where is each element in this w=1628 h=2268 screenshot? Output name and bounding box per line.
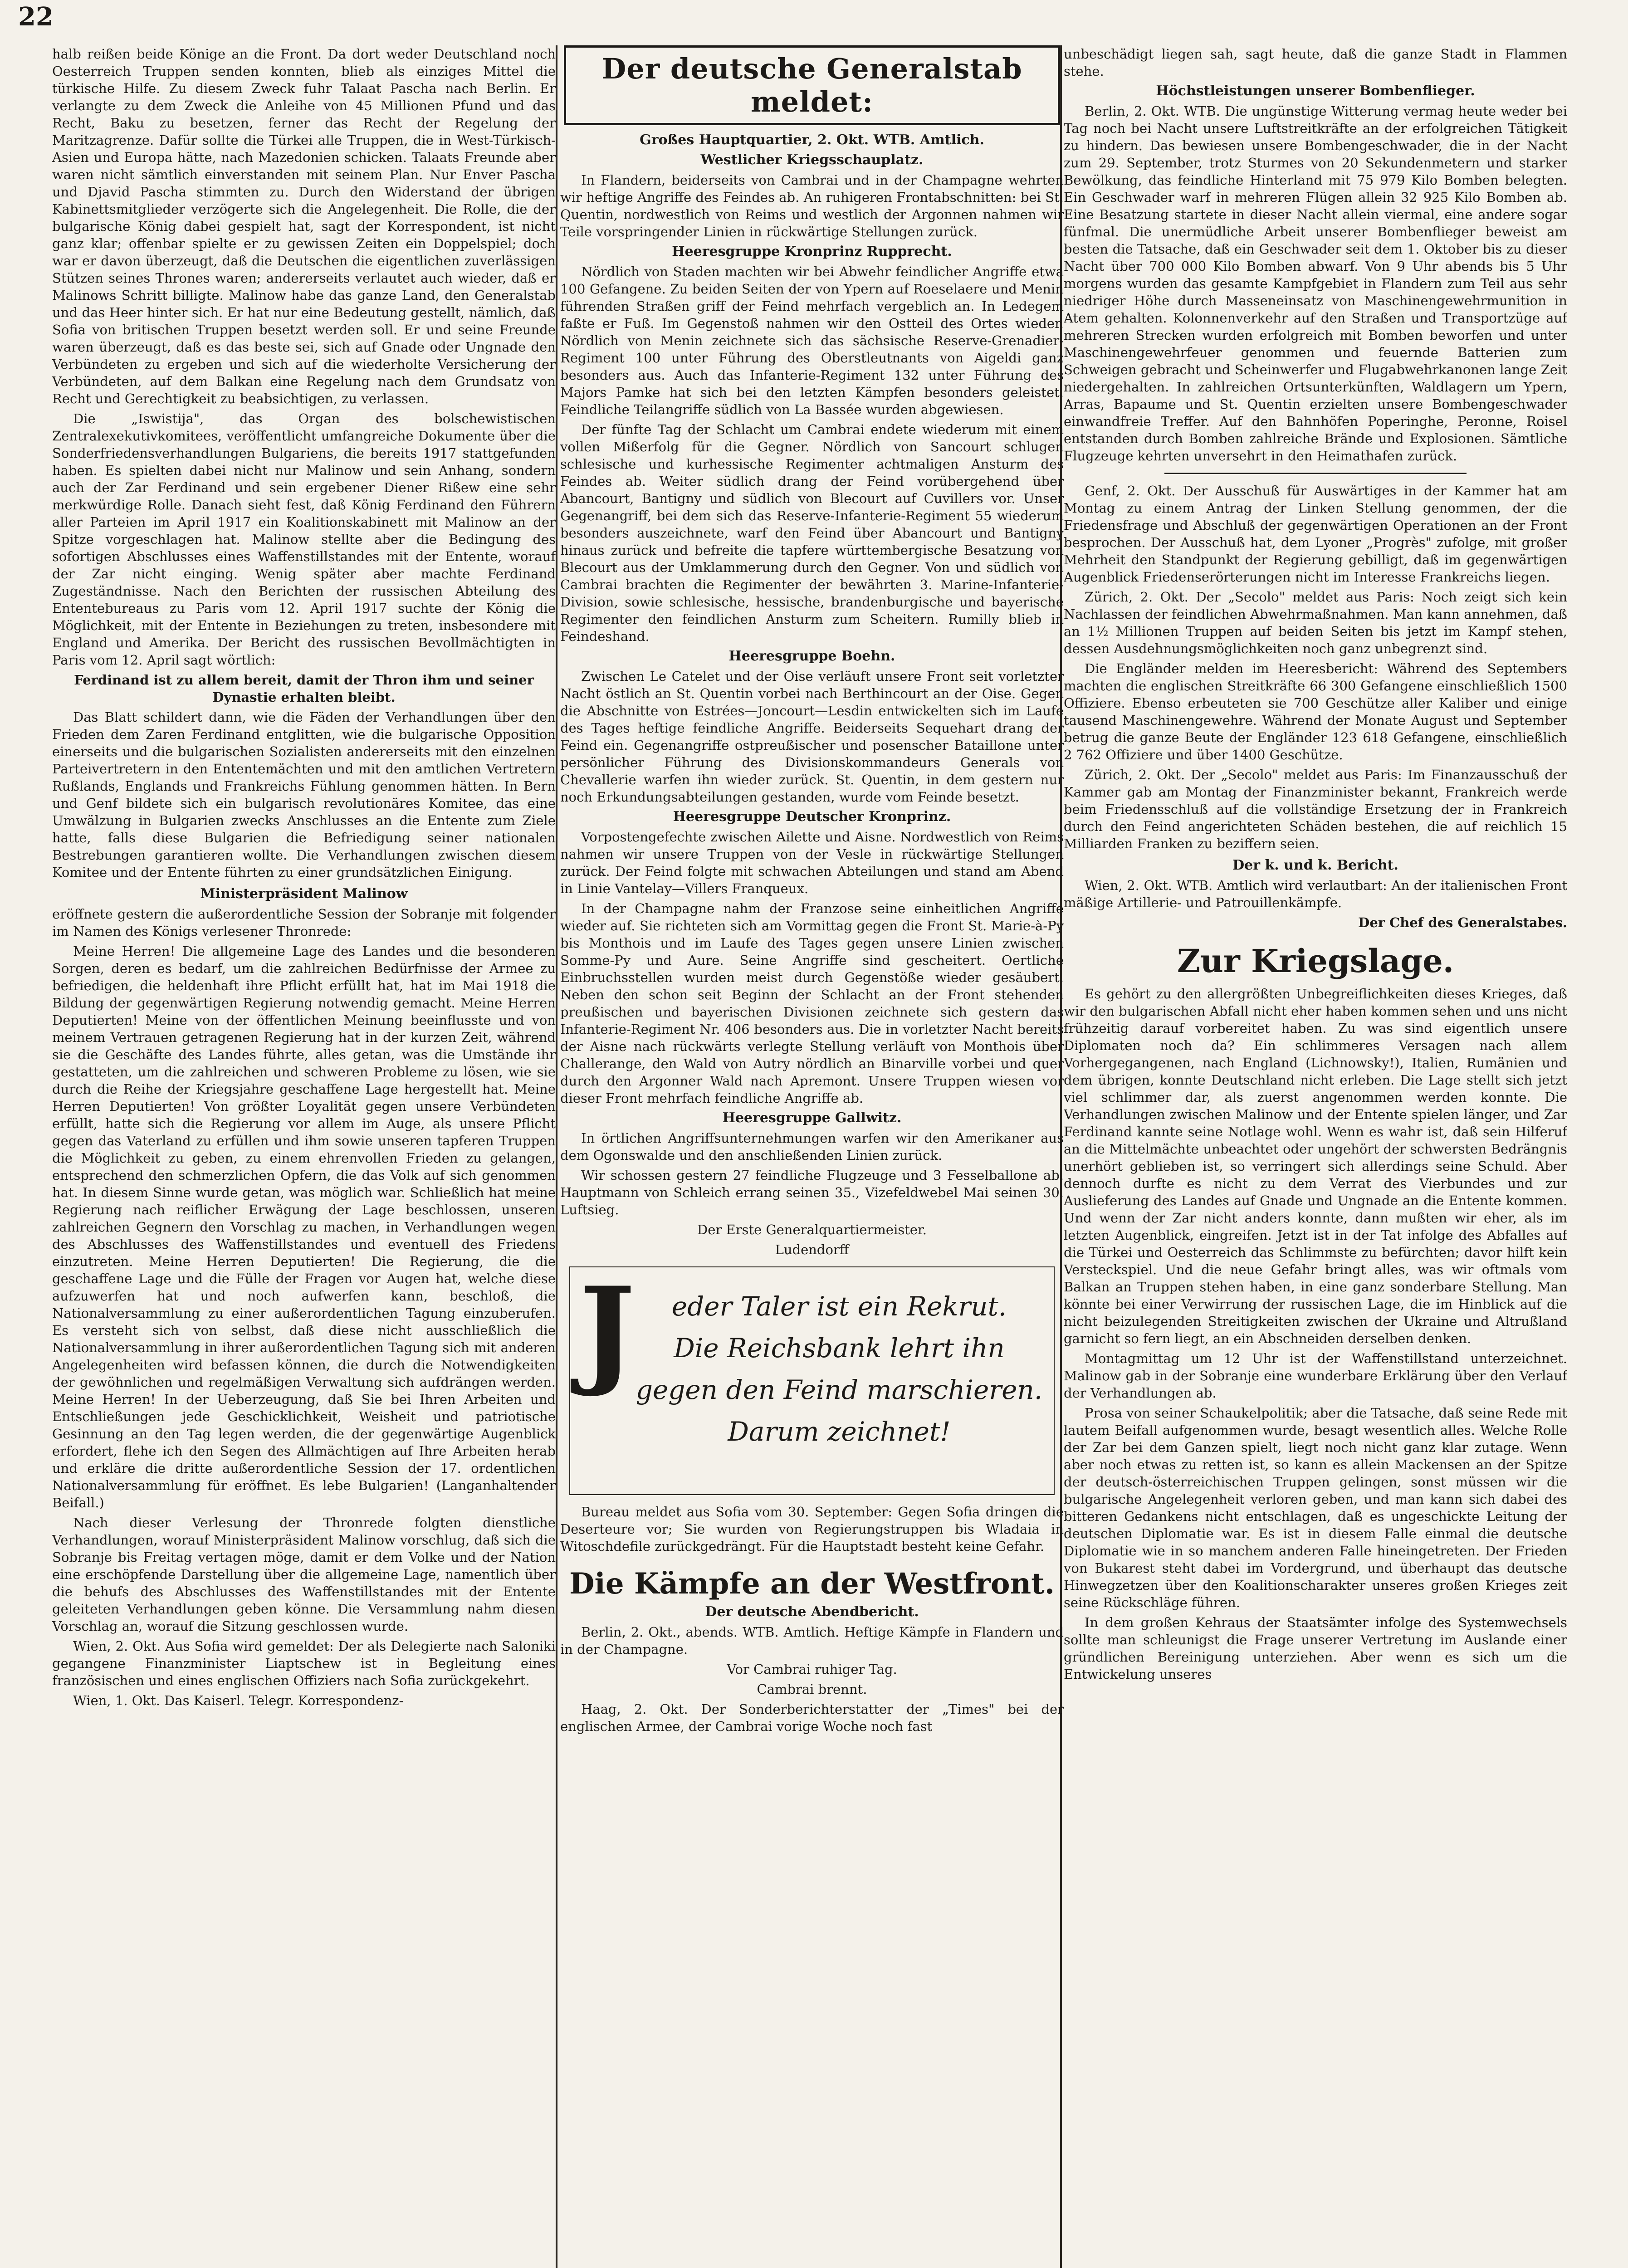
article-paragraph: Berlin, 2. Okt. WTB. Die ungünstige Witterung vermag heute weder bei Tag noch bei Nacht unsere Luftstreitkräfte an der erfolgreichen Tätigkeit zu hindern. Das bewiesen unsere Bombengeschwader, die in der Nacht zum 29. September, trotz Sturmes von 20 Sekundenmetern und starker Bewölkung, das feindliche Hinterland mit 75 979 Kilo Bomben belegten. Ein Geschwader warf in mehreren Flügen allein 32 925 Kilo Bomben ab. Eine Besatzung startete in dieser Nacht allein viermal, eine andere sogar fünfmal. Die unermüdliche Arbeit unserer Bombenflieger beweist am besten die Tatsache, daß ein Geschwader seit dem 1. Oktober bis zu dieser Nacht über 700 000 Kilo Bomben abwarf. Von 9 Uhr abends bis 5 Uhr morgens wurden das gesamte Kampfgebiet in Flandern zum Teil aus sehr niedriger Höhe durch Masseneinsatz von Maschinengewehrmunition in Atem gehalten. Kolonnenverkehr auf den Straßen und Transportzüge auf mehreren Strecken wurden erfolgreich mit Bomben beworfen und unter Maschinengewehrfeuer genommen und feuernde Batterien zum Schweigen gebracht und Scheinwerfer und Flugabwehrkanonen lange Zeit niedergehalten. In zahlreichen Ortsunterkünften, Waldlagern um Ypern, Arras, Bapaume und St. Quentin erzielten unsere Bombengeschwader einwandfreie Treffer. Auf den Bahnhöfen Poperinghe, Peronne, Roisel entstanden durch Bomben zahlreiche Brände und Explosionen. Sämtliche Flugzeuge kehrten unversehrt in den Heimathafen zurück. <box>1064 103 1567 464</box>
article-paragraph: Vorpostengefechte zwischen Ailette und Aisne. Nordwestlich von Reims nahmen wir unsere Truppen von der Vesle in rückwärtige Stellungen zurück. Der Feind folgte mit schwachen Abteilungen und stand am Abend in Linie Vantelay—Villers Franqueux. <box>560 829 1064 896</box>
quote: Ferdinand ist zu allem bereit, damit der Thron ihm und seiner Dynastie erhalten bleibt. <box>74 672 534 705</box>
evening-report-heading: Der deutsche Abendbericht. <box>705 1604 919 1620</box>
article-paragraph: Berlin, 2. Okt., abends. WTB. Amtlich. Heftige Kämpfe in Flandern und in der Champagne. <box>560 1624 1064 1657</box>
army-group-heading: Heeresgruppe Boehn. <box>728 648 895 664</box>
article-paragraph: unbeschädigt liegen sah, sagt heute, daß die ganze Stadt in Flammen stehe. <box>1064 46 1567 79</box>
article-paragraph: Wien, 2. Okt. WTB. Amtlich wird verlautbart: An der italienischen Front mäßige Artillerie- und Patrouillenkämpfe. <box>1064 878 1567 910</box>
article-paragraph: In dem großen Kehraus der Staatsämter infolge des Systemwechsels sollte man schleunigst die Frage unserer Vertretung im Auslande einer gründlichen Bereinigung unterziehen. Aber wenn es sich um die Entwickelung unseres <box>1064 1615 1567 1682</box>
subhead-bombers: Höchstleistungen unserer Bombenflieger. <box>1156 83 1475 99</box>
article-paragraph: Der fünfte Tag der Schlacht um Cambrai endete wiederum mit einem vollen Mißerfolg für die Gegner. Nördlich von Sancourt schlugen schlesische und kurhessische Regimenter achtmaligen Ansturm des Feindes ab. Weiter südlich drang der Feind vorübergehend über Abancourt, Bantigny und südlich von Blecourt auf Cuvillers vor. Unser Gegenangriff, bei dem sich das Reserve-Infanterie-Regiment 55 wiederum besonders auszeichnete, warf den Feind über Abancourt und Bantigny hinaus zurück und befreite die tapfere württembergische Besatzung von Blecourt aus der Umklammerung durch den Gegner. Von und südlich von Cambrai brachten die Regimenter der bewährten 3. Marine-Infanterie-Division, sowie schlesische, hessische, brandenburgische und bayerische Regimenter den feindlichen Ansturm zum Scheitern. Rumilly blieb in Feindeshand. <box>560 422 1064 644</box>
separator <box>1164 473 1467 474</box>
article-paragraph: Zwischen Le Catelet und der Oise verläuft unsere Front seit vorletzter Nacht östlich an St. Quentin vorbei nach Berthincourt an der Oise. Gegen die Abschnitte von Estrées—Joncourt—Lesdin entwickelten sich im Laufe des Tages heftige feindliche Angriffe. Beiderseits Sequehart drang der Feind ein. Gegenangriffe ostpreußischer und posenscher Bataillone unter persönlicher Führung des Divisionskommandeurs Generals von Chevallerie warfen ihn wieder zurück. St. Quentin, in dem gestern nur noch Erkundungsabteilungen gestanden, wurde vom Feinde besetzt. <box>560 669 1064 805</box>
article-paragraph: Montagmittag um 12 Uhr ist der Waffenstillstand unterzeichnet. Malinow gab in der Sobranje eine wunderbare Erklärung über den Verlauf der Verhandlungen ab. <box>1064 1351 1567 1401</box>
article-paragraph: Wien, 1. Okt. Das Kaiserl. Telegr. Korrespondenz- <box>73 1693 404 1708</box>
ad-line: eder Taler ist ein Rekrut. <box>671 1291 1007 1322</box>
signature-title: Der Erste Generalquartiermeister. <box>697 1222 927 1237</box>
heading-westfront: Die Kämpfe an der Westfront. <box>569 1567 1055 1601</box>
article-paragraph: Zürich, 2. Okt. Der „Secolo" meldet aus Paris: Noch zeigt sich kein Nachlassen der feindlichen Abwehrmaßnahmen. Man kann annehmen, daß an 1½ Millionen Truppen auf beiden Seiten bis jetzt im Kampf stehen, dessen Ausdehnungsmöglichkeiten noch ganz unbegrenzt sind. <box>1064 589 1567 656</box>
dateline: Großes Hauptquartier, 2. Okt. WTB. Amtlich. <box>640 132 984 148</box>
article-paragraph: Nördlich von Staden machten wir bei Abwehr feindlicher Angriffe etwa 100 Gefangene. Zu beiden Seiten der von Ypern auf Roeselaere und Menin führenden Straßen griff der Feind mehrfach vergeblich an. In Ledegem faßte er Fuß. Im Gegenstoß nahmen wir den Ostteil des Ortes wieder. Nördlich von Menin zeichnete sich das sächsische Reserve-Grenadier-Regiment 100 unter Führung des Oberstleutnants von Aigeldi ganz besonders aus. Auch das Infanterie-Regiment 132 unter Führung des Majors Pamke hat sich bei den letzten Kämpfen besonders geleistet. Feindliche Teilangriffe südlich von La Bassée wurden abgewiesen. <box>560 264 1064 417</box>
army-group-heading: Heeresgruppe Deutscher Kronprinz. <box>673 809 951 825</box>
article-paragraph: Haag, 2. Okt. Der Sonderberichterstatter der „Times" bei der englischen Armee, der Cambrai vorige Woche noch fast <box>560 1701 1064 1734</box>
column-rule-left <box>556 45 557 2268</box>
article-paragraph: Die „Iswistija", das Organ des bolschewistischen Zentralexekutivkomitees, veröffentlicht umfangreiche Dokumente über die Sonderfriedensverhandlungen Bulgariens, die bereits 1917 stattgefunden haben. Es spielten dabei nicht nur Malinow und sein Anhang, sondern auch der Zar Ferdinand und sein ergebener Diener Rißew eine sehr merkwürdige Rolle. Danach sieht fest, daß König Ferdinand den Führern aller Parteien im April 1917 ein Koalitionskabinett mit Malinow an der Spitze vorgeschlagen hat. Malinow stellte aber die Bedingung des sofortigen Abschlusses eines Waffenstillstandes mit der Entente, worauf der Zar nicht einging. Wenig später aber machte Ferdinand Zugeständnisse. Nach den Berichten der russischen Abteilung des Ententebureaus zu Paris vom 12. April 1917 suchte der König die Möglichkeit, mit der Entente in Beziehungen zu treten, insbesondere mit England und Amerika. Der Bericht des russischen Bevollmächtigten in Paris vom 12. April sagt wörtlich: <box>52 411 556 668</box>
column-2 <box>560 45 1064 2268</box>
article-paragraph: Prosa von seiner Schaukelpolitik; aber die Tatsache, daß seine Rede mit lautem Beifall aufgenommen wurde, besagt wesentlich alles. Welche Rolle der Zar bei dem Ganzen spielt, liegt noch nicht ganz klar zutage. Wenn aber noch etwas zu retten ist, so kann es allein Mackensen an der Spitze der deutsch-österreichischen Truppen gelingen, sonst müssen wir die bulgarische Angelegenheit verloren geben, und man kann sich dabei des bitteren Gedankens nicht entschlagen, daß es ungeschickte Leitung der deutschen Diplomatie war. Es ist in diesem Falle einmal die deutsche Diplomatie wie in so manchem anderen Falle hineingetreten. Der Frieden von Bukarest steht dabei im Vordergrund, und überhaupt das deutsche Hinwegzetzen über den Koalitionscharakter unseres großen Krieges zeit seine Rückschläge führen. <box>1064 1405 1567 1610</box>
heading-kriegslage: Zur Kriegslage. <box>1177 942 1454 980</box>
kuk-signature: Der Chef des Generalstabes. <box>1358 915 1567 930</box>
cambrai-heading: Cambrai brennt. <box>757 1681 867 1697</box>
article-paragraph: Das Blatt schildert dann, wie die Fäden der Verhandlungen über den Frieden dem Zaren Ferdinand entglitten, wie die bulgarische Opposition einerseits und die bulgarischen Sozialisten andererseits mit den einzelnen Parteivertretern in den Ententemächten und mit den amtlichen Vertretern Rußlands, Englands und Frankreichs Fühlung genommen hätten. In Bern und Genf bildete sich ein bulgarisch revolutionäres Komitee, das eine Umwälzung in Bulgarien zwecks Anschlusses an die Entente zum Ziele hatte, falls diese Bulgarien die Befriedigung seiner nationalen Bestrebungen garantieren wollte. Die Verhandlungen zwischen diesem Komitee und der Entente führten zu einer grundsätzlichen Einigung. <box>52 709 556 880</box>
ad-initial: J <box>579 1261 636 1400</box>
army-group-heading: Heeresgruppe Gallwitz. <box>722 1110 902 1126</box>
article-paragraph: Meine Herren! Die allgemeine Lage des Landes und die besonderen Sorgen, deren es bedarf, um die zahlreichen Bedürfnisse der Armee zu befriedigen, die heldenhaft ihre Pflicht erfüllt hat, hat im Mai 1918 die Bildung der gegenwärtigen Regierung notwendig gemacht. Meine Herren Deputierten! Meine von der öffentlichen Meinung beeinflusste und von meinem Vertrauen getragenen Regierung hat in der kurzen Zeit, während sie die Geschäfte des Landes führte, alles getan, was die Umstände ihr gestatteten, um die zahlreichen und schweren Probleme zu lösen, wie sie durch die Reihe der Kriegsjahre geschaffene Lage hergestellt hat. Meine Herren Deputierten! Von größter Loyalität gegen unsere Verbündeten erfüllt, hatte sich die Regierung vor allem im Auge, als unsere Pflicht gegen das Vaterland zu erfüllen und ihm sowie unseren tapferen Truppen die Möglichkeit zu geben, zu einem ehrenvollen Frieden zu gelangen, entsprechend den schmerzlichen Opfern, die das Volk auf sich genommen hat. In diesem Sinne wurde getan, was möglich war. Schließlich hat meine Regierung nach reiflicher Erwägung der Lage beschlossen, unseren zahlreichen Gegnern den Vorschlag zu machen, in Verhandlungen wegen des Abschlusses des Waffenstillstandes und eventuell des Friedens einzutreten. Meine Herren Deputierten! Die Regierung, die die geschaffene Lage und die Fülle der Fragen vor Augen hat, welche diese aufzuwerfen hat und noch aufwerfen kann, beschloß, die Nationalversammlung zu einer außerordentlichen Tagung einzuberufen. Es versteht sich von selbst, daß diese nicht ausschließlich die Nationalversammlung in ihrer außerordentlichen Tagung sich mit anderen Angelegenheiten wird befassen können, die durch die Notwendigkeiten der gewöhnlichen und regelmäßigen Verwaltung sich aufdrängen werden. Meine Herren! In der Ueberzeugung, daß Sie bei Ihren Arbeiten und Entschließungen jede Geschicklichkeit, Weisheit und patriotische Gesinnung an den Tag legen werden, die der gegenwärtige Augenblick erfordert, flehe ich den Segen des Allmächtigen auf Ihre Arbeiten herab und erkläre die dritte außerordentliche Session der 17. ordentlichen Nationalversammlung für eröffnet. Es lebe Bulgarien! (Langanhaltender Beifall.) <box>52 943 556 1510</box>
section-heading: Westlicher Kriegsschauplatz. <box>700 152 924 168</box>
article-paragraph: In örtlichen Angriffsunternehmungen warfen wir den Amerikaner aus dem Ogonswalde und den anschließenden Linien zurück. <box>560 1130 1064 1163</box>
subhead-malinow: Ministerpräsident Malinow <box>200 886 408 902</box>
article-paragraph: In Flandern, beiderseits von Cambrai und in der Champagne wehrten wir heftige Angriffe des Feindes ab. An ruhigeren Frontabschnitten: bei St. Quentin, nordwestlich von Reims und westlich der Argonnen nahmen wir Teile vorspringender Linien in rückwärtige Stellungen zurück. <box>560 172 1064 240</box>
article-paragraph: Bureau meldet aus Sofia vom 30. September: Gegen Sofia dringen die Deserteure vor; Sie wurden von Regierungstruppen bis Wladaia in Witoschdefile zurückgedrängt. Für die Hauptstadt besteht keine Gefahr. <box>560 1504 1064 1554</box>
war-bond-advertisement <box>569 1261 1055 1495</box>
column-1 <box>52 45 556 2268</box>
article-paragraph: Es gehört zu den allergrößten Unbegreiflichkeiten dieses Krieges, daß wir den bulgarischen Abfall nicht eher haben kommen sehen und uns nicht frühzeitig darauf vorbereitet haben. Zu was sind eigentlich unsere Diplomaten noch da? Ein schlimmeres Versagen nach allem Vorhergegangenen, nach England (Lichnowsky!), Italien, Rumänien und dem übrigen, konnte Deutschland nicht erleben. Die Lage stellt sich jetzt viel schlimmer dar, als zuerst angenommen werden konnte. Die Verhandlungen zwischen Malinow und der Entente spielen länger, und Zar Ferdinand kannte seine Notlage wohl. Wenn es wahr ist, daß sein Hilferuf an die Mittelmächte unbeachtet oder ungehört der schwersten Bedrängnis unerhört geblieben ist, so verringert sich allerdings seine Schuld. Aber dennoch durfte es nicht zu dem Verrat des Vierbundes und zur Auslieferung des Landes auf Gnade und Ungnade an die Entente kommen. Und wenn der Zar nicht anders konnte, dann mußten wir eher, als im letzten Augenblick, eingreifen. Jetzt ist in der Tat infolge des Abfalles auf die Türkei und Oesterreich das Schlimmste zu befürchten; davor hilft kein Versteckspiel. Und die neue Gefahr bringt alles, was wir oftmals vom Balkan an Truppen stehen haben, in eine ganz sonderbare Stellung. Man könnte bei einer Verwirrung der russischen Lage, die im Hinblick auf die nicht beizulegenden Streitigkeiten zwischen der Ukraine und Altrußland garnicht so fern liegt, an ein Abschneiden derselben denken. <box>1064 986 1567 1346</box>
article-paragraph: halb reißen beide Könige an die Front. Da dort weder Deutschland noch Oesterreich Truppen senden konnten, blieb als einziges Mittel die türkische Hilfe. Zu diesem Zweck fuhr Talaat Pascha nach Berlin. Er verlangte zu dem Zweck die Anleihe von 45 Millionen Pfund und das Recht, Baku zu besetzen, ferner das Recht der Regelung der Maritzagrenze. Dafür sollte die Türkei alle Truppen, die in West-Türkisch-Asien und Europa hätte, nach Mazedonien schicken. Talaats Freunde aber waren nicht sämtlich einverstanden mit seinem Plan. Nur Enver Pascha und Djavid Pascha stimmten zu. Durch den Widerstand der übrigen Kabinettsmitglieder verzögerte sich die Angelegenheit. Die Rolle, die der bulgarische König dabei gespielt hat, sagt der Korrespondent, ist nicht ganz klar; offenbar spielte er zu gewissen Zeiten ein Doppelspiel; doch war er davon überzeugt, daß die Deutschen die eigentlichen zuverlässigen Stützen seines Thrones waren; andererseits verlautet auch wieder, daß er Malinows Schritt billigte. Malinow habe das ganze Land, den Generalstab und das Heer hinter sich. Er hat nur eine Bedeutung gestellt, nämlich, daß Sofia von britischen Truppen besetzt werden soll. Er und seine Freunde waren überzeugt, daß es das beste sei, sich auf Gnade oder Ungnade den Verbündeten zu ergeben und sich auf die wiederholte Versicherung der Verbündeten, auf dem Balkan eine Regelung nach dem Grundsatz von Recht und Gerechtigkeit zu beabsichtigen, zu verlassen. <box>52 46 556 406</box>
army-group-heading: Heeresgruppe Kronprinz Rupprecht. <box>672 244 952 259</box>
ad-line: gegen den Feind marschieren. <box>636 1374 1043 1405</box>
subhead-kuk-report: Der k. und k. Bericht. <box>1232 857 1398 873</box>
article-paragraph: Wien, 2. Okt. Aus Sofia wird gemeldet: Der als Delegierte nach Saloniki gegangene Finanzminister Liaptschew ist in Begleitung eines französischen und eines englischen Offiziers nach Sofia zurückgekehrt. <box>52 1638 556 1688</box>
article-paragraph: Die Engländer melden im Heeresbericht: Während des Septembers machten die englischen Streitkräfte 66 300 Gefangene einschließlich 1500 Offiziere. Ebenso erbeuteten sie 700 Geschütze aller Kaliber und einige tausend Maschinengewehre. Während der Monate August und September betrug die ganze Beute der Engländer 123 618 Gefangene, einschließlich 2 762 Offiziere und über 1400 Geschütze. <box>1064 661 1567 763</box>
article-paragraph: Zürich, 2. Okt. Der „Secolo" meldet aus Paris: Im Finanzausschuß der Kammer gab am Montag der Finanzminister bekannt, Frankreich werde beim Friedensschluß auf die vollständige Ersetzung der in Frankreich durch den Feind angerichteten Schäden bestehen, die auf reichlich 15 Milliarden Franken zu beziffern seien. <box>1064 767 1567 851</box>
column-3 <box>1064 45 1567 2268</box>
article-paragraph: Genf, 2. Okt. Der Ausschuß für Auswärtiges in der Kammer hat am Montag zu einem Antrag der Linken Stellung genommen, der die Friedensfrage und Abschluß der gegenwärtigen Operationen an der Front besprochen. Der Ausschuß hat, dem Lyoner „Progrès" zufolge, mit großer Mehrheit den Standpunkt der Regierung gebilligt, daß im gegenwärtigen Augenblick Friedenserörterungen nicht im Interesse Frankreichs liegen. <box>1064 483 1567 585</box>
article-paragraph: In der Champagne nahm der Franzose seine einheitlichen Angriffe wieder auf. Sie richteten sich am Vormittag gegen die Front St. Marie-à-Py bis Monthois und im Laufe des Tages gegen unsere Linien zwischen Somme-Py und Aure. Seine Angriffe sind gescheitert. Oertliche Einbruchsstellen wurden meist durch Gegenstöße wieder gesäubert. Neben den schon seit Beginn der Schlacht an der Front stehenden preußischen und bayerischen Divisionen zeichnete sich gestern das Infanterie-Regiment Nr. 406 besonders aus. Die in vorletzter Nacht bereits der Aisne nach rückwärts verlegte Stellung verläuft von Monthois über Challerange, den Wald von Autry nördlich an Binarville vorbei und quer durch den Argonner Wald nach Apremont. Unsere Truppen wiesen vor dieser Front mehrfach feindliche Angriffe ab. <box>560 901 1064 1106</box>
headline-banner: Der deutsche Generalstab meldet: <box>564 45 1060 125</box>
article-paragraph: Nach dieser Verlesung der Thronrede folgten dienstliche Verhandlungen, worauf Ministerpräsident Malinow vorschlug, daß sich die Sobranje bis Freitag vertagen möge, damit er dem Volke und der Nation eine erschöpfende Darstellung über die allgemeine Lage, namentlich über die behufs des Abschlusses des Waffenstillstandes mit der Entente geleiteten Verhandlungen geben könne. Die Versammlung nahm diesen Vorschlag an, worauf die Sitzung geschlossen wurde. <box>52 1515 556 1634</box>
ad-line: Die Reichsbank lehrt ihn <box>674 1333 1005 1364</box>
page-number: 22 <box>18 2 54 32</box>
article-paragraph: Wir schossen gestern 27 feindliche Flugzeuge und 3 Fesselballone ab. Hauptmann von Schleich errang seinen 35., Vizefeldwebel Mai seinen 30. Luftsieg. <box>560 1168 1064 1217</box>
article-paragraph: Vor Cambrai ruhiger Tag. <box>727 1662 897 1677</box>
article-paragraph: eröffnete gestern die außerordentliche Session der Sobranje mit folgender im Namen des Königs verlesener Thronrede: <box>52 906 556 939</box>
ad-line: Darum zeichnet! <box>728 1416 951 1447</box>
signature-name: Ludendorff <box>775 1242 849 1257</box>
